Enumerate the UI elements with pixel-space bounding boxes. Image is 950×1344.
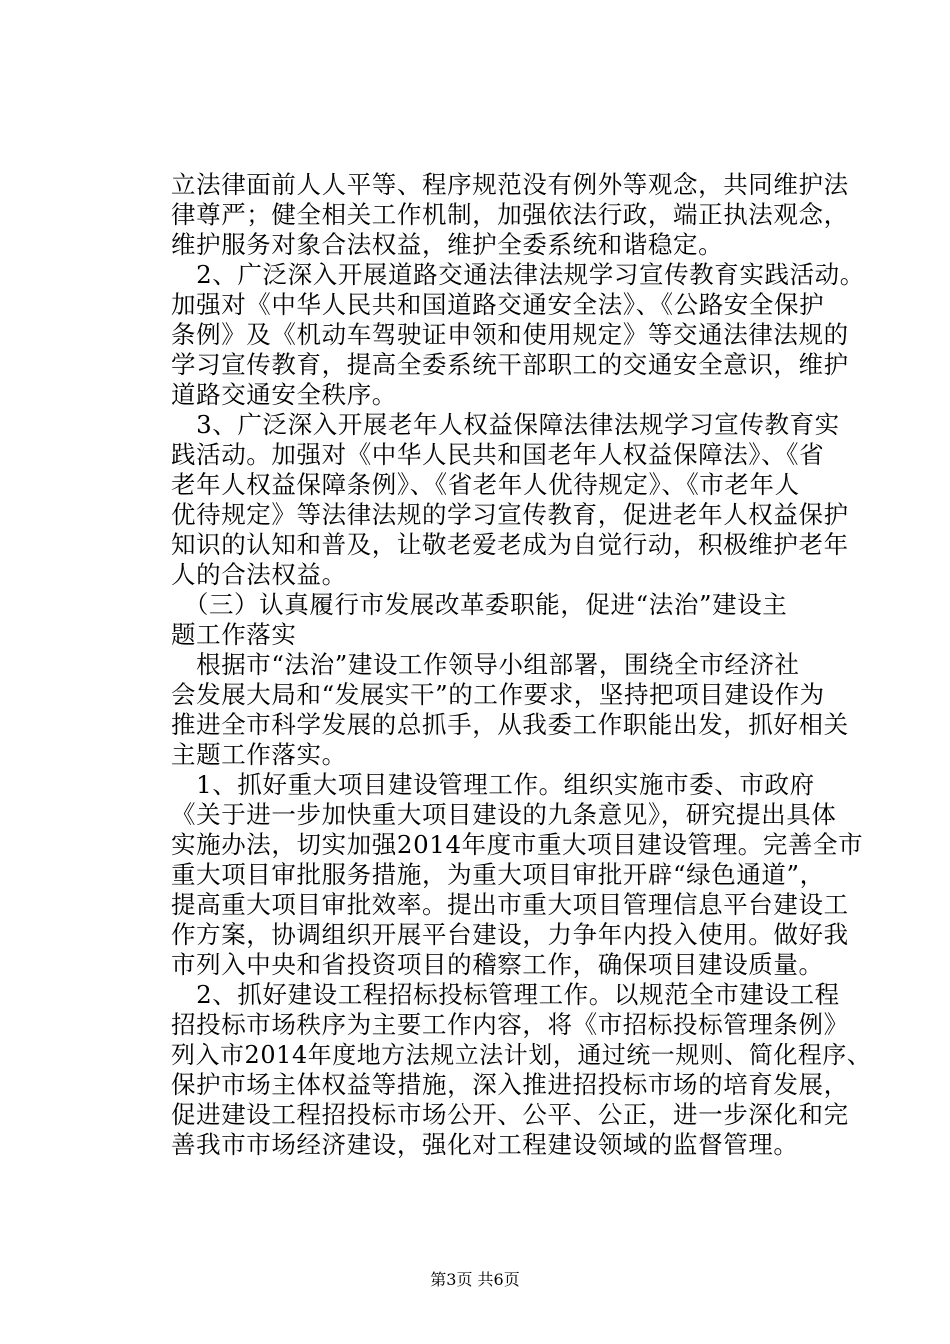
text-line: 加强对《中华人民共和国道路交通安全法》、《公路安全保护 xyxy=(171,290,825,319)
text-line: 2、抓好建设工程招标投标管理工作。以规范全市建设工程 xyxy=(171,980,840,1009)
text-line: 知识的认知和普及，让敬老爱老成为自觉行动，积极维护老年 xyxy=(171,530,849,559)
text-line: 重大项目审批服务措施，为重大项目审批开辟“绿色通道”， xyxy=(171,860,825,889)
section-heading-line: 题工作落实 xyxy=(171,620,297,649)
text-line: 3、广泛深入开展老年人权益保障法律法规学习宣传教育实 xyxy=(171,410,840,439)
page-number-footer: 第3页 共6页 xyxy=(430,1270,520,1289)
text-line: 市列入中央和省投资项目的稽察工作，确保项目建设质量。 xyxy=(171,950,824,979)
document-body xyxy=(171,170,872,1160)
text-line: 招投标市场秩序为主要工作内容，将《市招标投标管理条例》 xyxy=(171,1010,849,1039)
text-line: 列入市2014年度地方法规立法计划，通过统一规则、简化程序、 xyxy=(171,1041,872,1069)
text-line: 主题工作落实。 xyxy=(171,740,347,769)
text-line: 会发展大局和“发展实干”的工作要求，坚持把项目建设作为 xyxy=(171,680,825,709)
text-line: 优待规定》等法律法规的学习宣传教育，促进老年人权益保护 xyxy=(171,500,849,529)
text-line: 践活动。加强对《中华人民共和国老年人权益保障法》、《省 xyxy=(171,440,825,469)
text-line: 作方案，协调组织开展平台建设，力争年内投入使用。做好我 xyxy=(171,920,849,949)
text-line: 条例》及《机动车驾驶证申领和使用规定》等交通法律法规的 xyxy=(171,320,849,349)
text-line: 立法律面前人人平等、程序规范没有例外等观念，共同维护法 xyxy=(171,170,849,199)
text-line: 1、抓好重大项目建设管理工作。组织实施市委、市政府 xyxy=(171,770,815,799)
text-line: 2、广泛深入开展道路交通法律法规学习宣传教育实践活动。 xyxy=(171,260,865,289)
text-line: 老年人权益保障条例》、《省老年人优待规定》、《市老年人 xyxy=(171,470,800,499)
text-line: 学习宣传教育，提高全委系统干部职工的交通安全意识，维护 xyxy=(171,350,849,379)
text-line: 善我市市场经济建设，强化对工程建设领域的监督管理。 xyxy=(171,1130,799,1159)
text-line: 律尊严；健全相关工作机制，加强依法行政，端正执法观念， xyxy=(171,200,849,229)
section-heading-line: （三）认真履行市发展改革委职能，促进“法治”建设主 xyxy=(171,590,788,619)
text-line: 保护市场主体权益等措施，深入推进招投标市场的培育发展， xyxy=(171,1070,849,1099)
text-line: 《关于进一步加快重大项目建设的九条意见》，研究提出具体 xyxy=(171,800,837,829)
text-line: 维护服务对象合法权益，维护全委系统和谐稳定。 xyxy=(171,230,724,259)
text-line: 人的合法权益。 xyxy=(171,560,347,589)
text-line: 实施办法，切实加强2014年度市重大项目建设管理。完善全市 xyxy=(171,830,864,859)
text-line: 根据市“法治”建设工作领导小组部署，围绕全市经济社 xyxy=(171,650,800,679)
text-line: 推进全市科学发展的总抓手，从我委工作职能出发，抓好相关 xyxy=(171,710,849,739)
text-line: 提高重大项目审批效率。提出市重大项目管理信息平台建设工 xyxy=(171,890,849,919)
text-line: 促进建设工程招投标市场公开、公平、公正，进一步深化和完 xyxy=(171,1100,849,1129)
text-line: 道路交通安全秩序。 xyxy=(171,380,397,409)
